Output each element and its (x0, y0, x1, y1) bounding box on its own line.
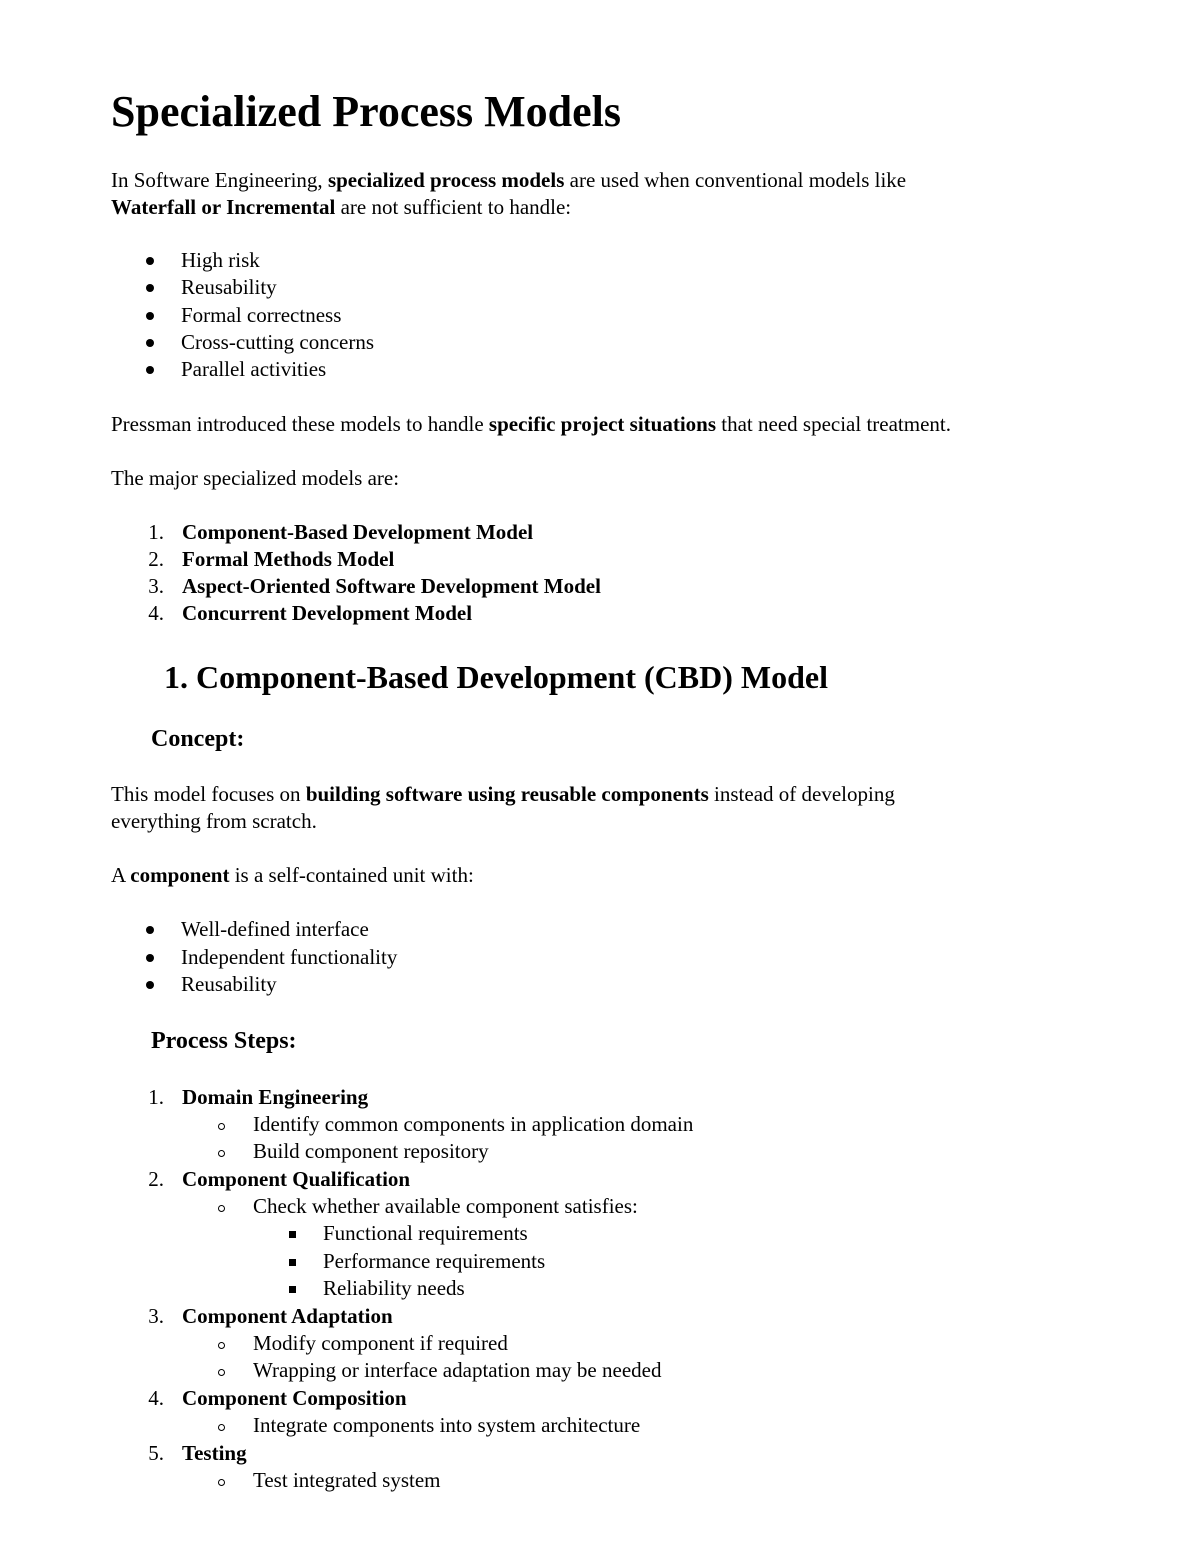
pressman-paragraph: Pressman introduced these models to handle specific project situations that need special treatment. (111, 412, 951, 436)
bullet-icon (146, 954, 154, 962)
concept-heading: Concept: (151, 726, 245, 752)
bullet-icon (146, 257, 154, 265)
list-item: Reusability (146, 971, 277, 998)
intro-text: are not sufficient to handle: (335, 195, 572, 219)
bullet-icon (146, 366, 154, 374)
sub-sub-list-item: Reliability needs (289, 1275, 465, 1302)
list-item: High risk (146, 247, 260, 274)
circle-bullet-icon (218, 1479, 225, 1486)
list-item: 4. Concurrent Development Model (148, 601, 473, 625)
list-item: 2. Formal Methods Model (148, 547, 395, 571)
square-bullet-icon (289, 1286, 296, 1293)
sub-list-item: Check whether available component satisfies: (218, 1193, 638, 1220)
list-item: Formal correctness (146, 302, 341, 329)
intro-bold: specialized process models (327, 168, 565, 192)
list-item: Reusability (146, 274, 277, 301)
list-item: Parallel activities (146, 356, 326, 383)
concept-line-1: This model focuses on building software using reusable components instead of developing (111, 782, 895, 806)
intro-line-2 (111, 194, 571, 221)
intro-text: In Software Engineering, (111, 168, 328, 192)
sub-list-item: Test integrated system (218, 1467, 440, 1494)
square-bullet-icon (289, 1259, 296, 1266)
process-steps-heading: Process Steps: (151, 1028, 297, 1054)
intro-line-1 (111, 167, 906, 194)
bullet-icon (146, 284, 154, 292)
section-heading-cbd: 1. Component-Based Development (CBD) Model (164, 659, 828, 695)
list-item: 1. Component-Based Development Model (148, 520, 534, 544)
list-item: Well-defined interface (146, 916, 369, 943)
sub-sub-list-item: Functional requirements (289, 1220, 528, 1247)
list-item: 4. Component Composition (148, 1386, 407, 1410)
intro-bold: Waterfall or Incremental (111, 195, 336, 219)
page-title: Specialized Process Models (111, 87, 621, 136)
sub-list-item: Integrate components into system architecture (218, 1412, 640, 1439)
circle-bullet-icon (218, 1123, 225, 1130)
list-item: 2. Component Qualification (148, 1167, 411, 1191)
list-item: 5. Testing (148, 1441, 247, 1465)
bullet-icon (146, 981, 154, 989)
bullet-icon (146, 926, 154, 934)
bullet-icon (146, 339, 154, 347)
sub-list-item: Identify common components in application domain (218, 1111, 693, 1138)
major-intro: The major specialized models are: (111, 466, 400, 490)
sub-list-item: Modify component if required (218, 1330, 508, 1357)
sub-list-item: Wrapping or interface adaptation may be needed (218, 1357, 661, 1384)
list-item: 3. Aspect-Oriented Software Development Model (148, 574, 601, 598)
list-item: Cross-cutting concerns (146, 329, 374, 356)
circle-bullet-icon (218, 1150, 225, 1157)
intro-text: are used when conventional models like (564, 168, 907, 192)
list-item: Independent functionality (146, 944, 397, 971)
circle-bullet-icon (218, 1424, 225, 1431)
concept-line-2: everything from scratch. (111, 809, 317, 833)
square-bullet-icon (289, 1231, 296, 1238)
sub-list-item: Build component repository (218, 1138, 489, 1165)
sub-sub-list-item: Performance requirements (289, 1248, 545, 1275)
component-definition: A component is a self-contained unit with: (111, 863, 474, 887)
list-item: 1. Domain Engineering (148, 1085, 369, 1109)
list-item: 3. Component Adaptation (148, 1304, 393, 1328)
circle-bullet-icon (218, 1369, 225, 1376)
circle-bullet-icon (218, 1342, 225, 1349)
circle-bullet-icon (218, 1205, 225, 1212)
bullet-icon (146, 312, 154, 320)
